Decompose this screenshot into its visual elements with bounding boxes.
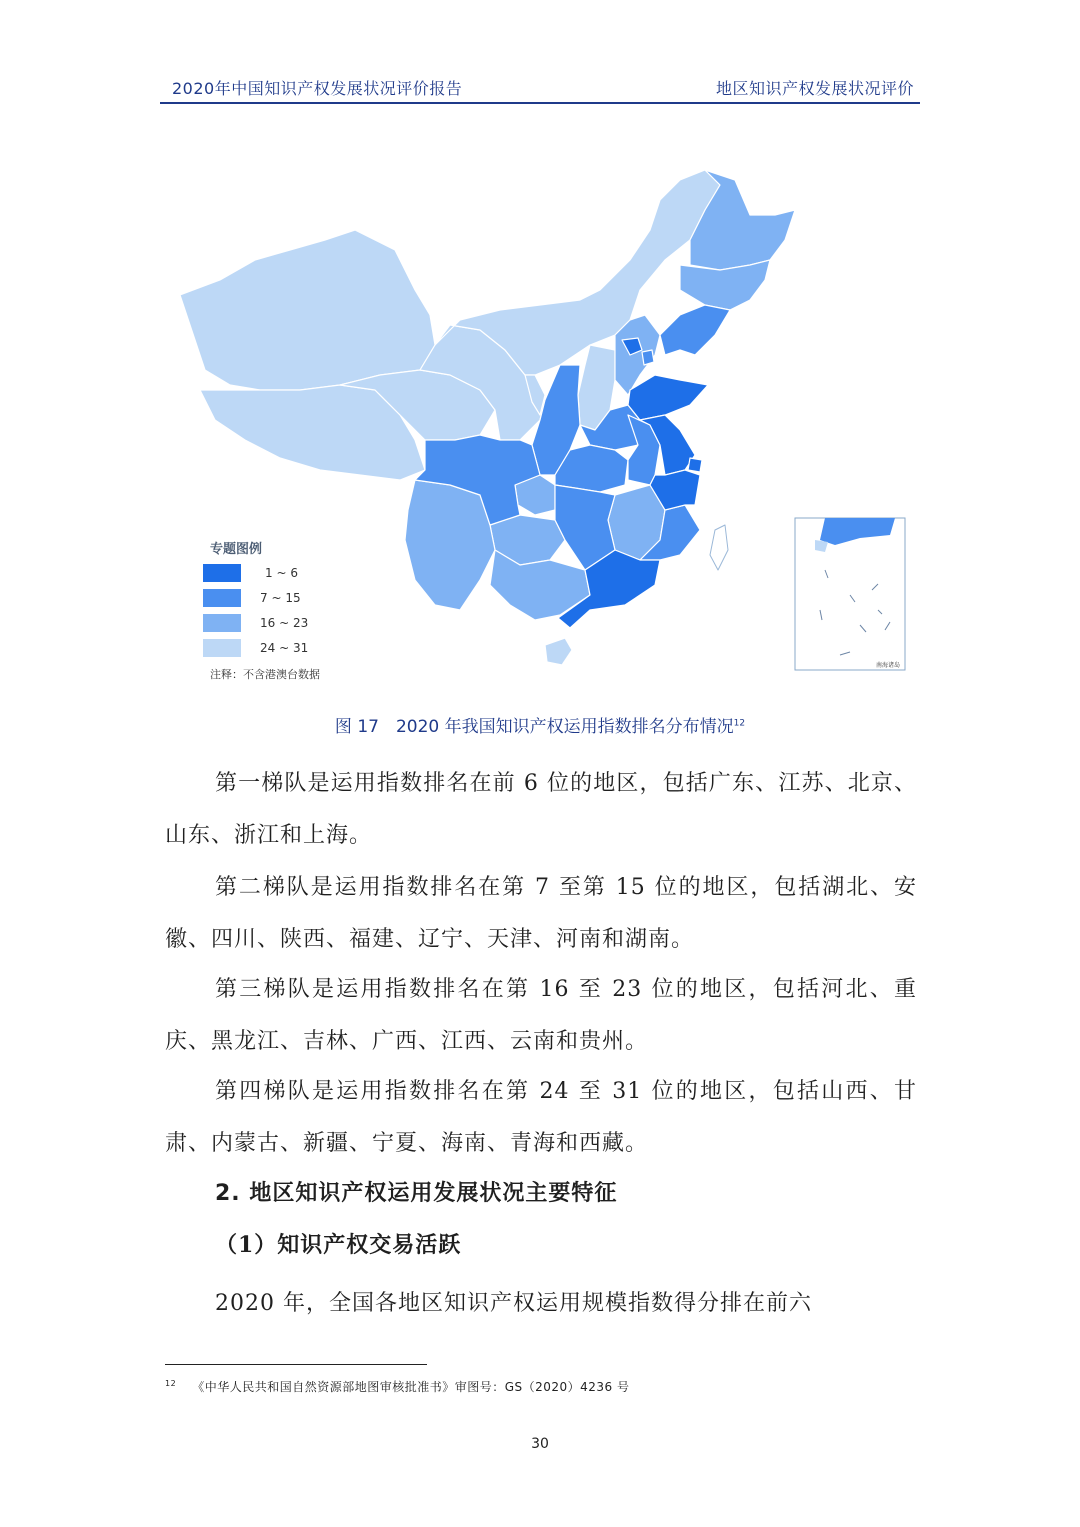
paragraph-tier2: 第二梯队是运用指数排名在第 7 至第 15 位的地区，包括湖北、安徽、四川、陕西、福建、辽宁、天津、河南和湖南。 [165,875,917,952]
legend-swatch [203,564,241,582]
footnote-number: 12 [165,1379,177,1388]
china-ranking-map [160,140,920,700]
footnote-divider [165,1364,427,1365]
footnote [165,1378,630,1395]
caption-footnote-ref: 12 [733,718,746,729]
header-report-title: 2020年中国知识产权发展状况评价报告 [172,79,463,98]
legend-item [203,614,308,632]
figure-caption [0,712,1080,737]
header-section-title: 地区知识产权发展状况评价 [715,79,914,98]
legend-item [203,589,301,607]
legend-swatch [203,614,241,632]
region-hainan [545,638,572,665]
legend-item [203,639,308,657]
caption-text: 图 17 2020 年我国知识产权运用指数排名分布情况 [334,717,734,737]
region-tianjin [642,350,654,365]
region-shanghai [688,458,702,472]
paragraph-intro: 2020 年，全国各地区知识产权运用规模指数得分排在前六 [215,1291,812,1316]
legend-label: 1 ~ 6 [265,566,298,580]
region-liaoning [660,305,730,355]
page-number: 30 [531,1436,549,1452]
legend-label: 16 ~ 23 [260,616,309,630]
legend-swatch [203,589,241,607]
region-xinjiang [180,230,435,390]
map-note: 注释：不含港澳台数据 [210,668,320,681]
inset-label: 南海诸岛 [875,662,900,669]
region-taiwan [710,525,728,570]
region-shandong [628,375,708,420]
page-header [160,74,920,104]
south-china-sea-inset [795,518,905,670]
paragraph-tier1: 第一梯队是运用指数排名在前 6 位的地区，包括广东、江苏、北京、山东、浙江和上海。 [165,771,917,848]
paragraph-tier4: 第四梯队是运用指数排名在第 24 至 31 位的地区，包括山西、甘肃、内蒙古、新疆、宁夏、海南、青海和西藏。 [165,1079,917,1156]
legend-label: 7 ~ 15 [260,591,301,605]
legend-item [203,564,298,582]
map-legend [203,541,320,681]
legend-swatch [203,639,241,657]
paragraph-tier3: 第三梯队是运用指数排名在第 16 至 23 位的地区，包括河北、重庆、黑龙江、吉林、广西、江西、云南和贵州。 [165,977,917,1054]
section-heading: 2. 地区知识产权运用发展状况主要特征 [215,1181,618,1206]
legend-label: 24 ~ 31 [260,641,309,655]
footnote-text: 《中华人民共和国自然资源部地图审核批准书》审图号：GS（2020）4236 号 [192,1380,630,1394]
subsection-heading: （1）知识产权交易活跃 [215,1232,462,1258]
legend-title: 专题图例 [210,542,263,557]
